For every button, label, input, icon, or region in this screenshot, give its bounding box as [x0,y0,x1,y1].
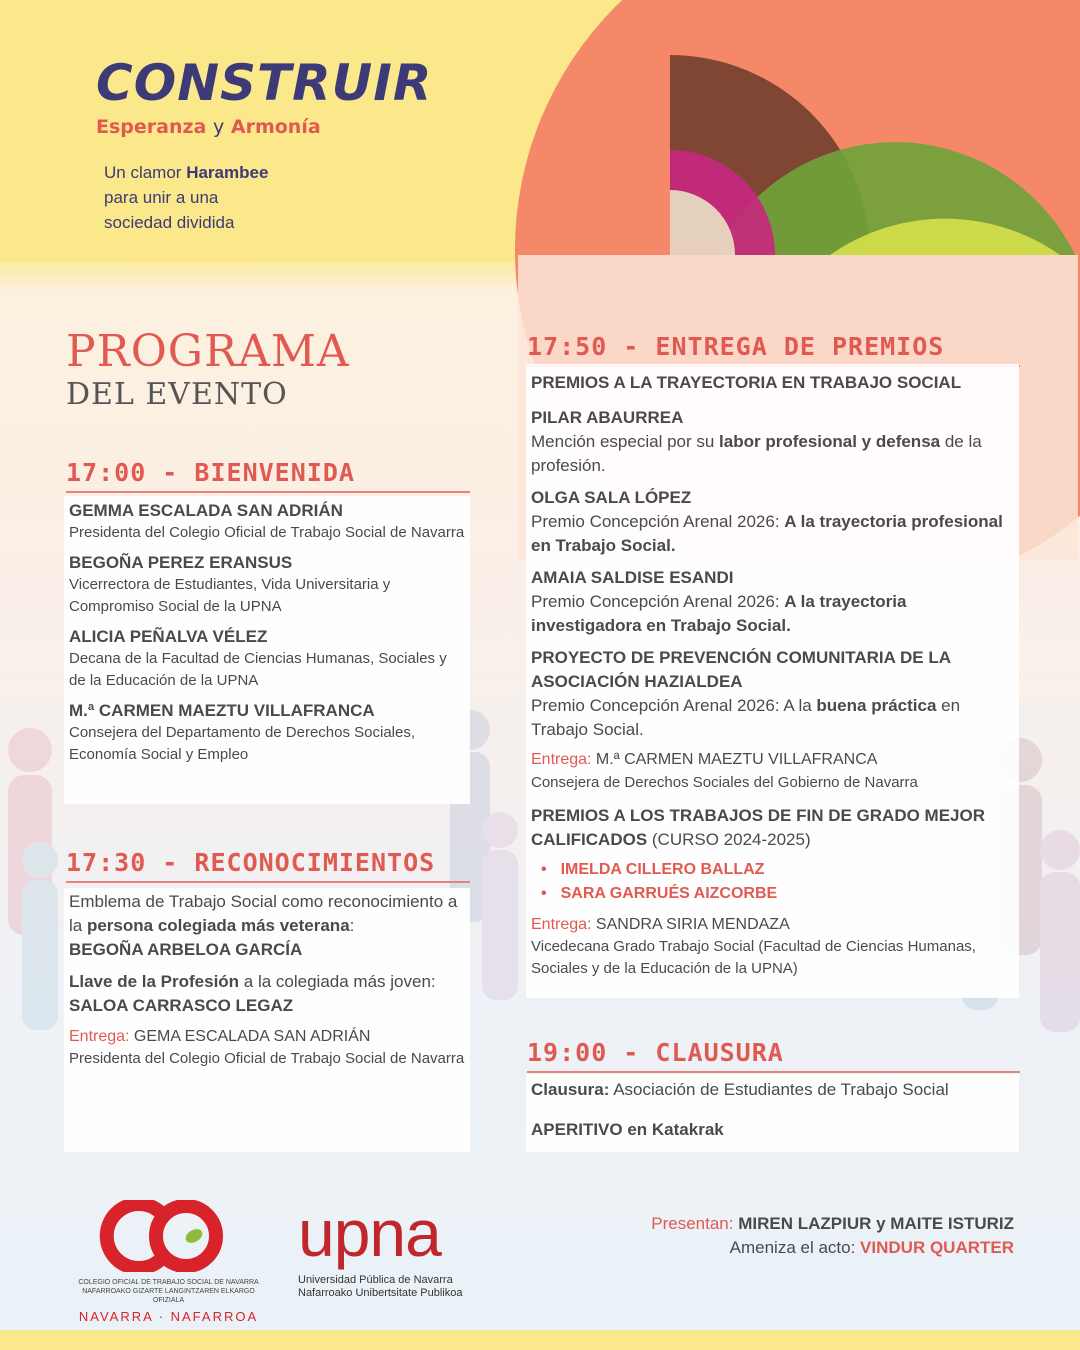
speaker [69,626,466,692]
ameniza-name: VINDUR QUARTER [860,1238,1014,1257]
closing-text [531,1078,1013,1102]
program-subtitle: DEL EVENTO [66,377,288,412]
speaker-name: ALICIA PEÑALVA VÉLEZ [69,627,268,646]
recognitions-heading: 17:30 - RECONOCIMIENTOS [66,850,470,883]
winner-2-name: OLGA SALA LÓPEZ [531,488,692,507]
brand-desc-line3: sociedad dividida [104,213,235,232]
speaker [69,500,466,544]
upna-logo-word: upna [298,1196,441,1270]
winner-1-name: PILAR ABAURREA [531,408,684,427]
brand-subtitle [96,116,432,138]
awards-heading: 17:50 - ENTREGA DE PREMIOS [527,334,1020,367]
winner-4-name: PROYECTO DE PREVENCIÓN COMUNITARIA DE LA ASOCIACIÓN HAZIALDEA [531,648,951,691]
winner-4-b: en Trabajo Social. [531,696,961,739]
brand-desc-line2: para unir a una [104,188,219,207]
upna-logo [298,1196,478,1300]
awards-category-1: PREMIOS A LA TRAYECTORIA EN TRABAJO SOCIAL [531,373,962,392]
entrega-role: Vicedecana Grado Trabajo Social (Facultad de Ciencias Humanas, Sociales y de la Educación de la UPNA) [531,938,976,977]
upna-logo-line1: Universidad Pública de Navarra [298,1274,453,1286]
presentan-line [651,1212,1014,1236]
awards-category-2-rest: (CURSO 2024-2025) [647,830,811,849]
winner-3-desc [531,590,1013,638]
brand-block [96,54,433,235]
winner-3-bold: A la trayectoria investigadora en Trabajo Social. [531,592,907,635]
brand-sub-armonia: Armonía [230,116,321,138]
colegio-logo-icon [66,1200,271,1272]
winner-2-a: Premio Concepción Arenal 2026: [531,512,785,531]
presentan-names: MIREN LAZPIUR y MAITE ISTURIZ [733,1214,1014,1233]
entrega-label: Entrega: [531,916,592,933]
recognitions-card [64,888,470,1152]
speaker-role: Decana de la Facultad de Ciencias Humanas, Sociales y de la Educación de la UPNA [69,650,447,689]
awards-card [526,364,1019,998]
speaker-name: M.ª CARMEN MAEZTU VILLAFRANCA [69,701,375,720]
list-item: • SARA GARRUÉS AIZCORBE [541,882,1013,906]
program-title: PROGRAMA [66,326,350,377]
welcome-card [64,496,470,804]
entrega-name: M.ª CARMEN MAEZTU VILLAFRANCA [591,751,878,768]
recognition-2-bold: Llave de la Profesión [69,972,240,991]
ameniza-line [651,1236,1014,1260]
footer-credits [651,1212,1014,1260]
brand-description [104,160,344,235]
colegio-logo-line2: NAFARROAKO GIZARTE LANGINTZAREN ELKARGO OFIZIALA [82,1288,255,1304]
entrega-label: Entrega: [531,751,592,768]
entrega-name: GEMA ESCALADA SAN ADRIÁN [129,1028,371,1045]
upna-logo-line2: Nafarroako Unibertsitate Publikoa [298,1287,463,1299]
speaker [69,552,466,618]
ameniza-label: Ameniza el acto: [729,1238,861,1257]
brand-desc-bold: Harambee [186,163,269,182]
recognition-2-text [69,970,466,994]
entrega-label: Entrega: [69,1028,130,1045]
winner-4-desc [531,694,1013,742]
awards-entrega-1 [531,748,1013,772]
closing-card [526,1074,1019,1152]
recognition-2-name: SALOA CARRASCO LEGAZ [69,996,294,1015]
speaker-role: Vicerrectora de Estudiantes, Vida Universitaria y Compromiso Social de la UPNA [69,576,391,615]
winner-1-bold: labor profesional y defensa [719,432,941,451]
welcome-heading: 17:00 - BIENVENIDA [66,460,470,493]
speaker-role: Consejera del Departamento de Derechos Sociales, Economía Social y Empleo [69,724,416,763]
recognition-1-bold: persona colegiada más veterana [86,916,350,935]
recognition-2-a: a la colegiada más joven: [239,972,436,991]
presentan-label: Presentan: [651,1214,734,1233]
brand-desc-text: Un clamor [104,163,187,182]
winner-1-a: Mención especial por su [531,432,720,451]
winner-1-desc [531,430,1013,478]
recognition-entrega [69,1026,466,1048]
brand-sub-esperanza: Esperanza [96,116,207,138]
brand-title: CONSTRUIR [96,54,433,112]
bottom-band [0,1330,1080,1350]
recognition-1-name: BEGOÑA ARBELOA GARCÍA [69,940,303,959]
colegio-logo-line1: COLEGIO OFICIAL DE TRABAJO SOCIAL DE NAVARRA [78,1279,259,1286]
tfg-winners-list [541,858,1013,906]
winner-3-a: Premio Concepción Arenal 2026: [531,592,785,611]
list-item: • IMELDA CILLERO BALLAZ [541,858,1013,882]
speaker-role: Presidenta del Colegio Oficial de Trabajo Social de Navarra [69,524,465,541]
recognition-1-b: : [349,916,355,935]
awards-category-2-bold: PREMIOS A LOS TRABAJOS DE FIN DE GRADO MEJOR CALIFICADOS [531,806,986,849]
colegio-logo [66,1200,271,1324]
recognition-1-text [69,890,466,938]
winner-3-name: AMAIA SALDISE ESANDI [531,568,734,587]
winner-2-desc [531,510,1013,558]
winner-2-bold: A la trayectoria profesional en Trabajo Social. [531,512,1003,555]
brand-sub-y: y [213,116,225,138]
speaker [69,700,466,766]
aperitivo-text: APERITIVO en Katakrak [531,1120,724,1139]
closing-label: Clausura: [531,1080,610,1099]
speaker-name: BEGOÑA PEREZ ERANSUS [69,553,293,572]
entrega-role: Presidenta del Colegio Oficial de Trabajo Social de Navarra [69,1050,465,1067]
recognition-1-a: Emblema de Trabajo Social como reconocimiento a la [69,892,458,935]
awards-entrega-2 [531,914,1013,936]
winner-4-a: Premio Concepción Arenal 2026: A la [531,696,817,715]
speaker-name: GEMMA ESCALADA SAN ADRIÁN [69,501,343,520]
winner-1-b: de la profesión. [531,432,982,475]
colegio-logo-line3: NAVARRA · NAFARROA [78,1309,259,1324]
closing-desc: Asociación de Estudiantes de Trabajo Social [609,1080,949,1099]
winner-4-bold: buena práctica [816,696,937,715]
entrega-name: SANDRA SIRIA MENDAZA [591,916,790,933]
awards-category-2 [531,804,1013,852]
closing-heading: 19:00 - CLAUSURA [527,1040,1020,1073]
entrega-role: Consejera de Derechos Sociales del Gobierno de Navarra [531,774,918,791]
